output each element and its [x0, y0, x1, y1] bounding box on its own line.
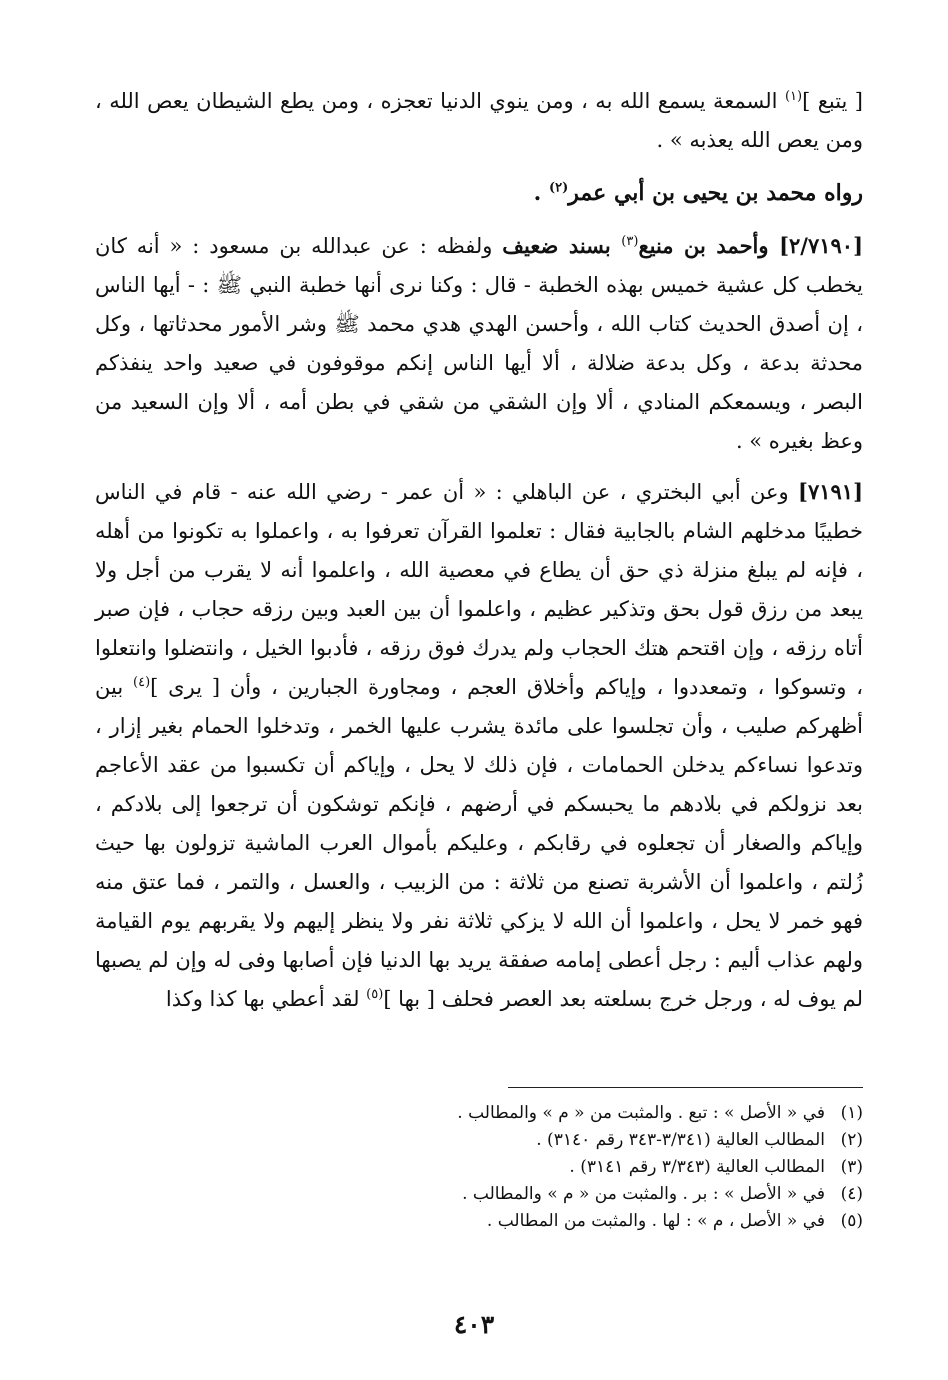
footnote-ref-4[interactable]: (٤)	[133, 675, 151, 690]
footnote-number: (١)	[840, 1103, 863, 1123]
footnote-ref-1[interactable]: (١)	[784, 89, 803, 104]
footnote-text: في « الأصل » : تبع . والمثبت من « م » والمطالب .	[457, 1103, 825, 1123]
footnote-text: في « الأصل » : بر . والمثبت من « م » والمطالب .	[462, 1184, 825, 1204]
footnote-ref-2[interactable]: (٢)	[549, 180, 569, 196]
hadith-number-7191: [٧١٩١]	[798, 479, 863, 504]
footnote-item	[95, 1181, 863, 1208]
narration-line	[95, 171, 863, 215]
hadith-7191	[95, 472, 863, 1019]
footnote-item	[95, 1154, 863, 1181]
p1-text: السمعة يسمع الله به ، ومن ينوي الدنيا تعجزه ، ومن يطع الشيطان يعص الله ، ومن يعص الله يعذبه » .	[95, 89, 863, 152]
footnote-item	[95, 1100, 863, 1127]
hadith-7190-narrator: وأحمد بن منيع	[638, 233, 780, 258]
narration-text: رواه محمد بن يحيى بن أبي عمر	[568, 180, 863, 206]
hadith-7191-text-3: لقد أعطي بها كذا وكذا	[165, 987, 367, 1011]
footnote-item	[95, 1127, 863, 1154]
hadith-7190	[95, 226, 863, 461]
page-number: ٤٠٣	[453, 1310, 495, 1339]
footnote-ref-3[interactable]: (٣)	[621, 234, 639, 249]
hadith-7191-text-1: وعن أبي البختري ، عن الباهلي : « أن عمر - رضي الله عنه - قام في الناس خطيبًا مدخلهم الشام بالجابية فقال : تعلموا القرآن تعرفوا به ، واعملوا به تكونوا من أهله ، فإنه لم يبلغ منزلة ذي حق أن يطاع في معصية الله ، واعلموا أنه لا يقرب من أجل ولا يبعد من رزق قول بحق وتذكير عظيم ، واعلموا أن بين العبد وبين رزقه حجاب ، فإن صبر أتاه رزقه ، وإن اقتحم هتك الحجاب ولم يدرك فوق رزقه ، فأدبوا الخيل ، وانتضلوا وانتعلوا ، وتسوكوا ، وتمعددوا ، وإياكم وأخلاق العجم ، ومجاورة الجبارين ، وأن [ يرى ]	[95, 480, 863, 699]
footnote-text: المطالب العالية (٣/٣٤٣ رقم ٣١٤١) .	[569, 1157, 825, 1177]
footnote-number: (٣)	[840, 1157, 863, 1177]
hadith-7190-grade: بسند ضعيف	[502, 233, 622, 258]
footnote-text: المطالب العالية (٣/٣٤١-٣٤٣ رقم ٣١٤٠) .	[536, 1130, 825, 1150]
footnote-number: (٢)	[840, 1130, 863, 1150]
narration-end: .	[533, 180, 549, 206]
p1-pre: [ يتبع ]	[802, 89, 864, 113]
hadith-7191-text-2: بين أظهركم صليب ، وأن تجلسوا على مائدة يشرب عليها الخمر ، وتدخلوا الحمام بغير إزار ، وتدعوا نساءكم يدخلن الحمامات ، فإن ذلك لا يحل ، وإياكم أن تكسبوا من عقد الأعاجم بعد نزولكم في بلادهم ما يحبسكم في أرضهم ، فإنكم توشكون أن ترجعوا إلى بلادكم ، وإياكم والصغار أن تجعلوه في رقابكم ، وعليكم بأموال العرب الماشية تزولون بها حيث زُلتم ، واعلموا أن الأشربة تصنع من ثلاثة : من الزبيب ، والعسل ، والتمر ، فما عتق منه فهو خمر لا يحل ، واعلموا أن الله لا يزكي ثلاثة نفر ولا ينظر إليهم ولا يقربهم يوم القيامة ولهم عذاب أليم : رجل أعطى إمامه صفقة يريد بها الدنيا فإن أصابها وفى له وإن لم يصبها لم يوف له ، ورجل خرج بسلعته بعد العصر فحلف [ بها ]	[95, 675, 863, 1011]
footnote-item	[95, 1208, 863, 1235]
footnote-divider	[508, 1087, 863, 1088]
hadith-7190-text: ولفظه : عن عبدالله بن مسعود : « أنه كان يخطب كل عشية خميس بهذه الخطبة - قال : وكنا نرى أنها خطبة النبي ﷺ : - أيها الناس ، إن أصدق الحديث كتاب الله ، وأحسن الهدي هدي محمد ﷺ وشر الأمور محدثاتها ، وكل محدثة بدعة ، وكل بدعة ضلالة ، ألا أيها الناس إنكم موقوفون في صعيد واحد ينفذكم البصر ، ويسمعكم المنادي ، ألا وإن الشقي من شقي في بطن أمه ، ألا وإن السعيد من وعظ بغيره » .	[95, 234, 863, 453]
hadith-number-7190: [٢/٧١٩٠]	[779, 233, 864, 258]
footnotes-list	[95, 1100, 863, 1235]
footnote-text: في « الأصل ، م » : لها . والمثبت من المطالب .	[486, 1211, 825, 1231]
paragraph-1	[95, 82, 863, 160]
footnote-number: (٤)	[840, 1184, 863, 1204]
footnote-ref-5[interactable]: (٥)	[366, 987, 384, 1002]
footnote-number: (٥)	[840, 1211, 863, 1231]
